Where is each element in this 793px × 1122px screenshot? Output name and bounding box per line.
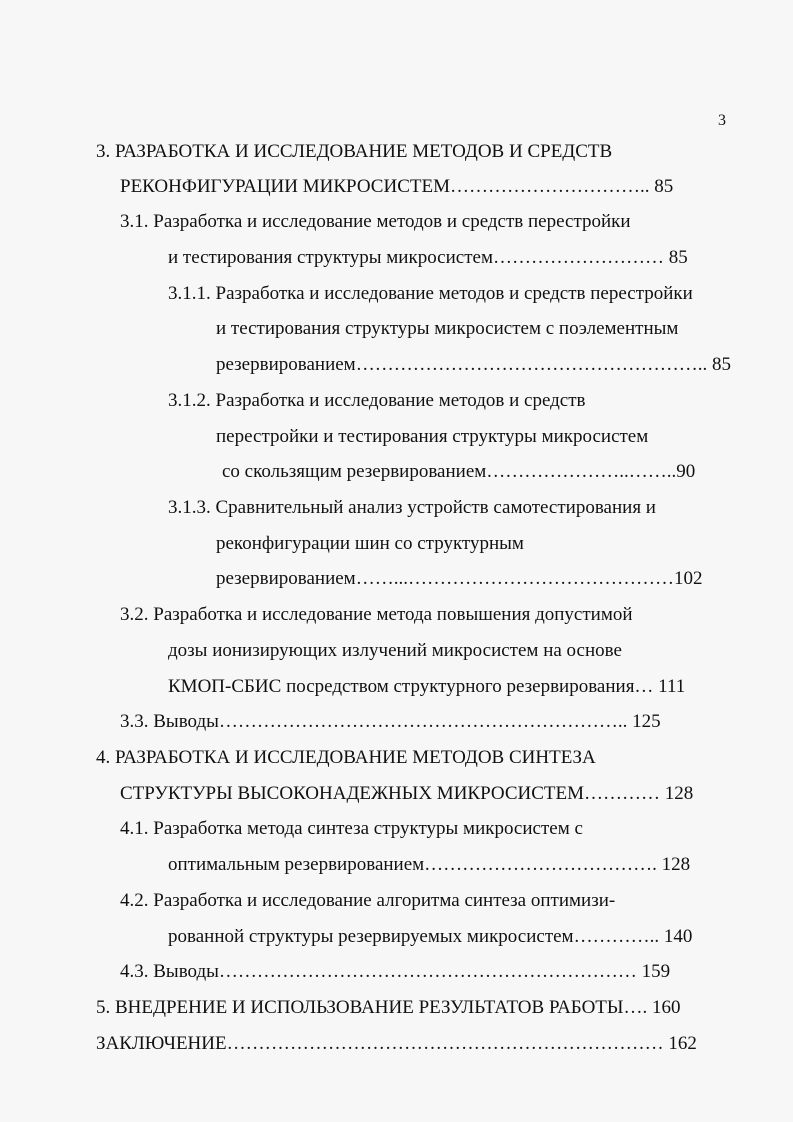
toc-section-3-1: 3.1. Разработка и исследование методов и средств перестройки [120, 211, 631, 232]
toc-section-3-1-1-cont2: резервированием……………………………………………….. 85 [216, 354, 731, 375]
toc-section-4-1-cont: оптимальным резервированием………………………………. 128 [168, 854, 691, 875]
toc-conclusion: ЗАКЛЮЧЕНИЕ…………………………………………………………… 162 [96, 1033, 697, 1054]
toc-section-3-1-1: 3.1.1. Разработка и исследование методов и средств перестройки [168, 283, 693, 304]
toc-chapter-4-title-cont: СТРУКТУРЫ ВЫСОКОНАДЕЖНЫХ МИКРОСИСТЕМ………… 128 [120, 783, 694, 804]
toc-section-3-1-2-cont1: перестройки и тестирования структуры микросистем [216, 426, 649, 447]
toc-section-3-1-3: 3.1.3. Сравнительный анализ устройств самотестирования и [168, 497, 656, 518]
toc-section-3-3: 3.3. Выводы……………………………………………………….. 125 [120, 711, 661, 732]
toc-section-3-1-3-cont2: резервированием……...……………………………………102 [216, 568, 703, 589]
toc-section-3-1-2-cont2: со скользящим резервированием…………………..……..90 [222, 461, 696, 482]
toc-chapter-3-title-cont: РЕКОНФИГУРАЦИИ МИКРОСИСТЕМ………………………….. 85 [120, 176, 674, 197]
toc-section-3-1-3-cont1: реконфигурации шин со структурным [216, 533, 524, 554]
toc-section-4-1: 4.1. Разработка метода синтеза структуры микросистем с [120, 818, 583, 839]
toc-section-3-2-cont2: КМОП-СБИС посредством структурного резервирования… 111 [168, 676, 686, 697]
toc-chapter-4-title: 4. РАЗРАБОТКА И ИССЛЕДОВАНИЕ МЕТОДОВ СИНТЕЗА [96, 747, 596, 768]
toc-section-3-2-cont1: дозы ионизирующих излучений микросистем на основе [168, 640, 622, 661]
toc-section-3-1-2: 3.1.2. Разработка и исследование методов и средств [168, 390, 586, 411]
page-number: 3 [718, 112, 726, 129]
toc-section-3-1-1-cont1: и тестирования структуры микросистем с поэлементным [216, 318, 679, 339]
toc-chapter-5: 5. ВНЕДРЕНИЕ И ИСПОЛЬЗОВАНИЕ РЕЗУЛЬТАТОВ РАБОТЫ…. 160 [96, 997, 681, 1018]
toc-section-3-2: 3.2. Разработка и исследование метода повышения допустимой [120, 604, 633, 625]
toc-section-4-2: 4.2. Разработка и исследование алгоритма синтеза оптимизи- [120, 890, 616, 911]
toc-section-4-2-cont: рованной структуры резервируемых микросистем………….. 140 [168, 926, 693, 947]
toc-section-3-1-cont: и тестирования структуры микросистем……………………… 85 [168, 247, 688, 268]
toc-chapter-3-title: 3. РАЗРАБОТКА И ИССЛЕДОВАНИЕ МЕТОДОВ И СРЕДСТВ [96, 141, 613, 162]
toc-section-4-3: 4.3. Выводы………………………………………………………… 159 [120, 961, 671, 982]
